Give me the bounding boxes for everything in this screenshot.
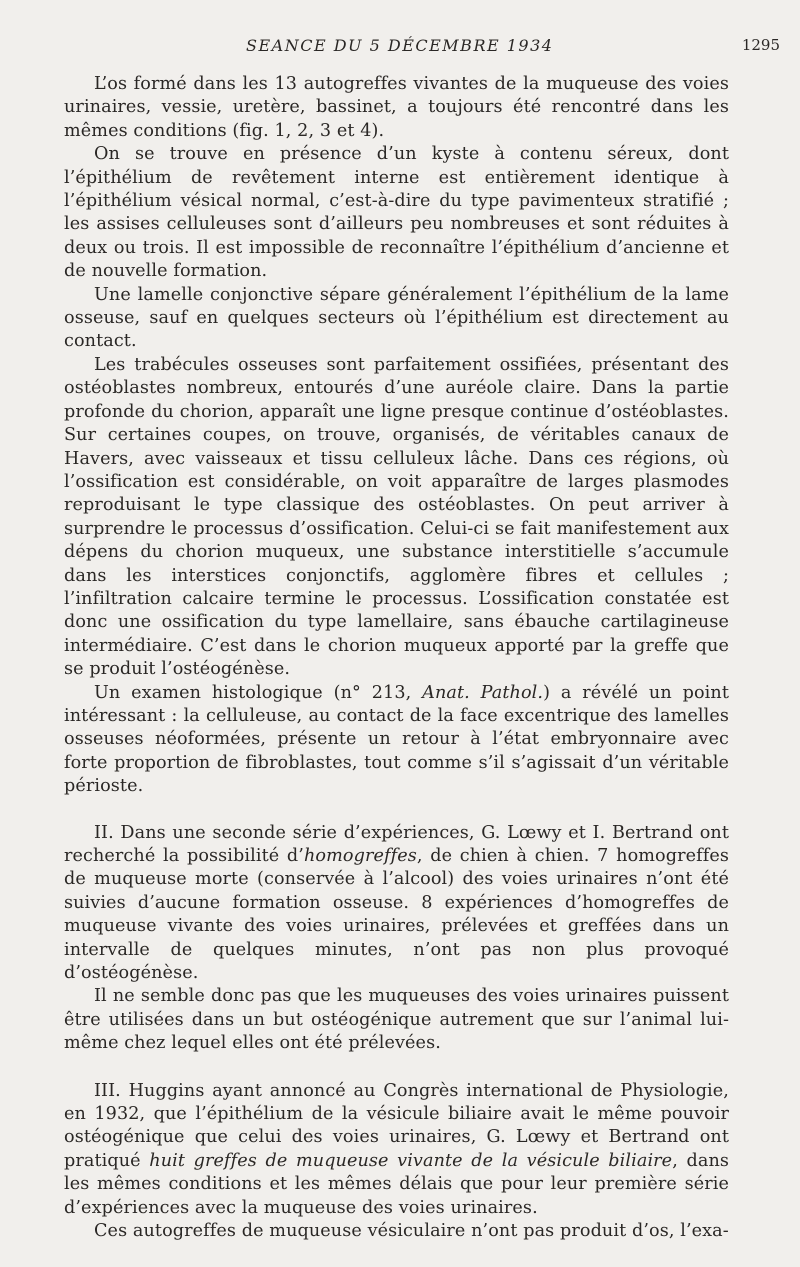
paragraph-text: , de chien à chien. 7 homogreffes de muqueuse morte (conservée à l’alcool) des voies urinaires n’ont été suivies d’aucune formation osseuse. 8 expériences d’homogreffes de muqueuse vivante des voies urinaires, prélevées et greffées dans un intervalle de quelques minutes, n’ont pas non plus provoqué d’ostéogénèse. (64, 846, 729, 984)
paragraph-text: Un examen histologique (n° 213, (94, 682, 423, 703)
paragraph-text: II. Dans une seconde série d’expériences, G. Lœwy et I. Bertrand ont recherché la possibilité d’ (64, 822, 729, 866)
running-header (0, 36, 800, 60)
section-iii-paragraph (64, 1080, 729, 1220)
paragraph-text: ) a révélé un point intéressant : la celluleuse, au contact de la face excentrique des lamelles osseuses néoformées, présente un retour à l’état embryonnaire avec forte proportion de fibroblastes, tout comme s’il s’agissait d’un véritable périoste. (64, 682, 729, 797)
italic-term: huit greffes de muqueuse vivante de la vésicule biliaire (149, 1150, 673, 1171)
running-title: SEANCE DU 5 DÉCEMBRE 1934 (246, 36, 554, 55)
italic-term: homogreffes (303, 846, 417, 866)
paragraph: Il ne semble donc pas que les muqueuses des voies urinaires puissent être utilisées dans un but ostéogénique autrement que sur l’animal lui-même chez lequel elles ont été prélevées. (64, 986, 729, 1054)
page-number: 1295 (741, 36, 780, 54)
paragraph (64, 682, 729, 799)
paragraph: On se trouve en présence d’un kyste à contenu séreux, dont l’épithélium de revêtement interne est entièrement identique à l’épithélium vésical normal, c’est-à-dire du type pavimenteux stratifié ; les assises celluleuses sont d’ailleurs peu nombreuses et sont réduites à deux ou trois. Il est impossible de reconnaître l’épithélium d’ancienne et de nouvelle formation. (64, 144, 729, 282)
section-ii-paragraph (64, 822, 729, 986)
paragraph: L’os formé dans les 13 autogreffes vivantes de la muqueuse des voies urinaires, vessie, uretère, bassinet, a toujours été rencontré dans les mêmes conditions (fig. 1, 2, 3 et 4). (64, 74, 729, 141)
paragraph: Les trabécules osseuses sont parfaitement ossifiées, présentant des ostéoblastes nombreux, entourés d’une auréole claire. Dans la partie profonde du chorion, apparaît une ligne presque continue d’ostéoblastes. Sur certaines coupes, on trouve, organisés, de véritables canaux de Havers, avec vaisseaux et tissu celluleux lâche. Dans ces régions, où l’ossification est considérable, on voit apparaître de larges plasmodes reproduisant le type classique des ostéoblastes. On peut arriver à surprendre le processus d’ossification. Celui-ci se fait manifestement aux dépens du chorion muqueux, une substance interstitielle s’accumule dans les interstices conjonctifs, agglomère fibres et cellules ; l’infiltration calcaire termine le processus. L’ossification constatée est donc une ossification du type lamellaire, sans ébauche cartilagineuse intermédiaire. C’est dans le chorion muqueux apporté par la greffe que se produit l’ostéogénèse. (64, 354, 729, 680)
paragraph-text: , dans les mêmes conditions et les mêmes délais que pour leur première série d’expériences avec la muqueuse des voies urinaires. (64, 1150, 730, 1218)
body-text (64, 73, 729, 1244)
paragraph: Une lamelle conjonctive sépare généralement l’épithélium de la lame osseuse, sauf en quelques secteurs où l’épithélium est directement au contact. (64, 284, 729, 352)
paragraph-text: III. Huggins ayant annoncé au Congrès international de Physiologie, en 1932, que l’épithélium de la vésicule biliaire avait le même pouvoir ostéogénique que celui des voies urinaires, G. Lœwy et Bertrand ont pratiqué (64, 1080, 729, 1171)
italic-reference: Anat. Pathol. (422, 682, 544, 703)
paragraph: Ces autogreffes de muqueuse vésiculaire n’ont pas produit d’os, l’exa- (94, 1221, 729, 1242)
